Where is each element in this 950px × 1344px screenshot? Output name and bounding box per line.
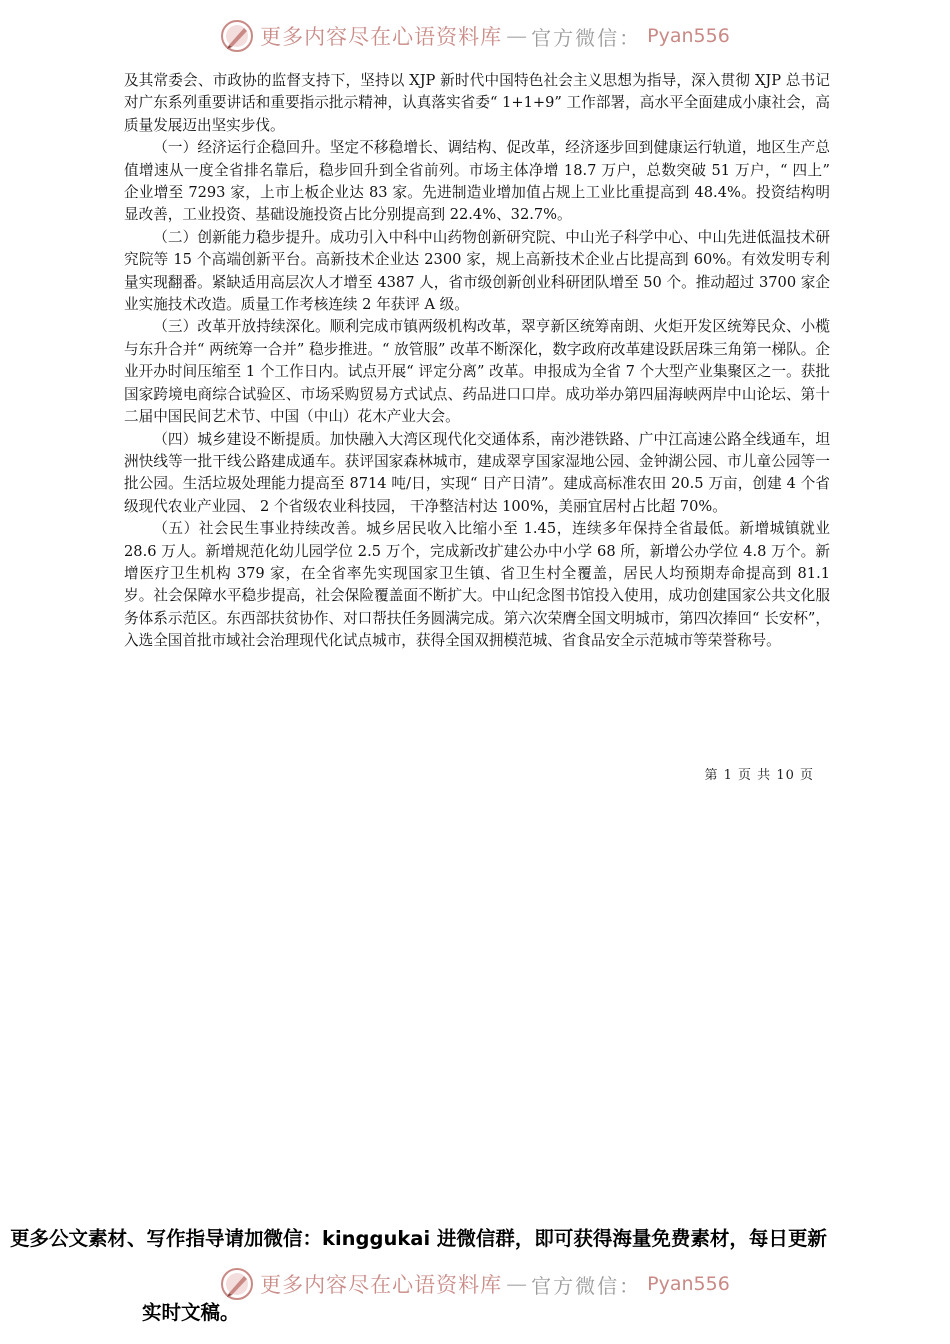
paragraph-innovation: （二）创新能力稳步提升。成功引入中科中山药物创新研究院、中山光子科学中心、中山先进低温技术研究院等 15 个高端创新平台。高新技术企业达 2300 家，规上高新技术企业占比提高到 60%。有效发明专利量实现翻番。紧缺适用高层次人才增至 4387 人，省市级创新创业科研团队增至 50 个。推动超过 3700 家企业实施技术改造。质量工作考核连续 2 年获评 A 级。 bbox=[124, 228, 830, 314]
watermark-brand: 更多内容尽在心语资料库 bbox=[260, 1273, 503, 1297]
watermark-official-label: 官方微信： bbox=[531, 1273, 642, 1298]
paragraph-economy: （一）经济运行企稳回升。坚定不移稳增长、调结构、促改革，经济逐步回到健康运行轨道，地区生产总值增速从一度全省排名靠后，稳步回升到全省前列。市场主体净增 18.7 万户，总数突破 51 万户，“ 四上” 企业增至 7293 家，上市上板企业达 83 家。先进制造业增加值占规上工业比重提高到 48.4%。投资结构明显改善，工业投资、基础设施投资占比分别提高到 22.4%、32.7%。 bbox=[124, 139, 830, 224]
promo-text-line2: 实时文稿。 bbox=[142, 1301, 240, 1324]
paragraph-reform: （三）改革开放持续深化。顺利完成市镇两级机构改革，翠亨新区统筹南朗、火炬开发区统筹民众、小榄与东升合并“ 两统筹一合并” 稳步推进。“ 放管服” 改革不断深化，数字政府改革建设跃居珠三角第一梯队。企业开办时间压缩至 1 个工作日内。试点开展“ 评定分离” 改革。申报成为全省 7 个大型产业集聚区之一。获批国家跨境电商综合试验区、市场采购贸易方式试点、药品进口口岸。成功举办第四届海峡两岸中山论坛、第十二届中国民间艺术节、中国（中山）花木产业大会。 bbox=[124, 318, 830, 426]
watermark-dash: — bbox=[506, 1272, 528, 1296]
paragraph-livelihood: （五）社会民生事业持续改善。城乡居民收入比缩小至 1.45，连续多年保持全省最低。新增城镇就业 28.6 万人。新增规范化幼儿园学位 2.5 万个，完成新改扩建公办中小学 68 所，新增公办学位 4.8 万个。新增医疗卫生机构 379 家，在全省率先实现国家卫生镇、省卫生村全覆盖，居民人均预期寿命提高到 81.1 岁。社会保障水平稳步提高，社会保险覆盖面不断扩大。中山纪念图书馆投入使用，成功创建国家公共文化服务体系示范区。东西部扶贫协作、对口帮扶任务圆满完成。第六次荣膺全国文明城市，第四次捧回“ 长安杯”，入选全国首批市域社会治理现代化试点城市，获得全国双拥模范城、省食品安全示范城市等荣誉称号。 bbox=[124, 520, 830, 650]
pen-logo-icon bbox=[220, 1267, 254, 1301]
page-number: 第 1 页 共 10 页 bbox=[704, 768, 814, 783]
watermark-official-label: 官方微信： bbox=[531, 25, 642, 50]
document-body bbox=[124, 70, 830, 653]
watermark-wechat-id: Pyan556 bbox=[647, 1273, 730, 1295]
watermark-brand: 更多内容尽在心语资料库 bbox=[260, 25, 503, 49]
watermark-wechat-id: Pyan556 bbox=[647, 25, 730, 47]
promo-text-line1: 更多公文素材、写作指导请加微信：kinggukai 进微信群，即可获得海量免费素材，每日更新 bbox=[10, 1227, 827, 1250]
paragraph-intro-continuation: 及其常委会、市政协的监督支持下，坚持以 XJP 新时代中国特色社会主义思想为指导，深入贯彻 XJP 总书记对广东系列重要讲话和重要指示批示精神，认真落实省委“ 1+1+9” 工作部署，高水平全面建成小康社会，高质量发展迈出坚实步伐。 bbox=[124, 72, 830, 134]
pen-logo-icon bbox=[220, 19, 254, 53]
paragraph-urban-rural: （四）城乡建设不断提质。加快融入大湾区现代化交通体系，南沙港铁路、广中江高速公路全线通车，坦洲快线等一批干线公路建成通车。获评国家森林城市，建成翠亨国家湿地公园、金钟湖公园、市儿童公园等一批公园。生活垃圾处理能力提高至 8714 吨/日，实现“ 日产日清”。建成高标准农田 20.5 万亩，创建 4 个省级现代农业产业园、 2 个省级农业科技园， 干净整洁村达 100%，美丽宜居村占比超 70%。 bbox=[124, 430, 830, 515]
watermark-dash: — bbox=[506, 24, 528, 48]
watermark-banner-top bbox=[0, 14, 950, 58]
